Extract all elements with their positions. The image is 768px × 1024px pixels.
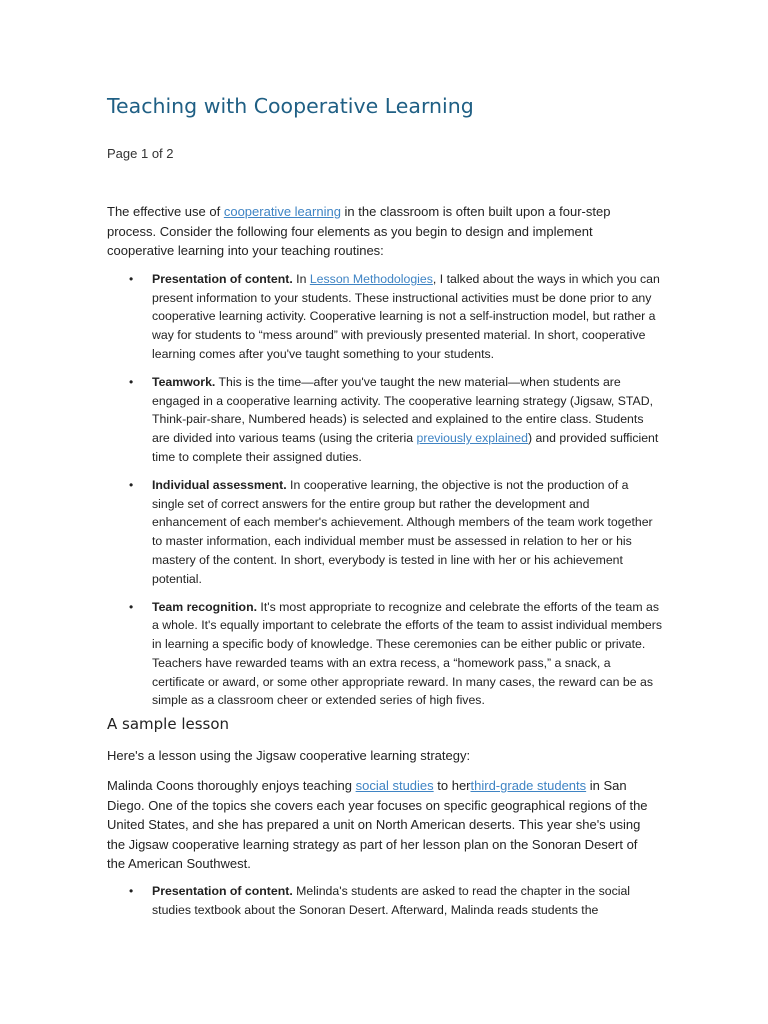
intro-text-after: in the classroom is often built upon a four-step process. Consider the following four elements as you begin to design and implement cooperative learning into your teaching routines: [107,204,611,259]
intro-text-before: The effective use of [107,204,224,219]
bullet-icon: • [129,599,134,614]
lesson-text: in San Diego. One of the topics she covers each year focuses on specific geographical regions of the United States, and she has prepared a unit on North American deserts. This year she's using the Jigsaw cooperative learning strategy as part of her lesson plan on the Sonoran Desert of the American Southwest. [107,778,648,872]
item-heading: Presentation of content. [152,272,293,286]
intro-paragraph [107,202,627,261]
social-studies-link[interactable]: social studies [355,778,434,793]
cooperative-learning-link[interactable]: cooperative learning [223,204,341,219]
item-text: It's most appropriate to recognize and celebrate the efforts of the team as a whole. It's equally important to celebrate the efforts of the team to assist individual members in learning a specific body of knowledge. These ceremonies can be either public or private. Teachers have rewarded teams with an extra recess, a “homework pass,” a snack, a certificate or award, or some other appropriate reward. In many cases, the reward can be as simple as a classroom cheer or extended series of high fives. [152,599,662,708]
item-text: In cooperative learning, the objective is not the production of a single set of correct answers for the entire group but rather the development and enhancement of each member's achievement. Although members of the team work together to master information, each individual member must be assessed in relation to her or his mastery of the content. In short, everybody is tested in line with her or his achievement potential. [152,478,653,586]
item-heading: Teamwork. [152,375,216,390]
item-heading: Team recognition. [152,599,257,614]
bullet-icon: • [129,478,134,493]
lesson-steps-list [107,882,663,929]
item-heading: Individual assessment. [152,478,287,493]
sample-lesson-paragraph [107,776,657,874]
list-item [107,598,663,710]
previously-explained-link[interactable]: previously explained [416,431,528,446]
lesson-text: to her [433,778,471,793]
item-heading: Presentation of content. [152,884,293,898]
item-text: This is the time—after you've taught the new material—when students are engaged in a cooperative learning activity. The cooperative learning strategy (Jigsaw, STAD, Think-pair-share, Numbered heads) is selected and explained to the entire class. Students are divided into various teams (using the criteria [152,375,654,446]
item-text: In [292,272,310,286]
bullet-icon: • [129,884,134,898]
list-item [107,476,663,588]
list-item [107,270,663,364]
item-text: ) and provided sufficient time to complete their assigned duties. [152,431,659,464]
list-item [107,373,663,467]
item-text: , I talked about the ways in which you can present information to your students. These instructional activities must be done prior to any cooperative learning activity. Cooperative learning is not a self-instruction model, but rather a way for students to “mess around” with previously presented material. In short, cooperative learning comes after you've taught something to your students. [152,272,660,361]
list-item [107,882,663,919]
page-indicator: Page 1 of 2 [107,146,174,161]
sample-lesson-intro: Here's a lesson using the Jigsaw cooperative learning strategy: [107,748,471,763]
four-elements-list [107,270,663,719]
sample-lesson-heading: A sample lesson [107,715,230,733]
lesson-text: Malinda Coons thoroughly enjoys teaching [107,778,356,793]
bullet-icon: • [129,272,134,286]
lesson-methodologies-link[interactable]: Lesson Methodologies [309,272,433,286]
bullet-icon: • [129,375,134,390]
page-title: Teaching with Cooperative Learning [107,94,474,118]
third-grade-students-link[interactable]: third-grade students [470,778,587,793]
item-text: Melinda's students are asked to read the chapter in the social studies textbook about the Sonoran Desert. Afterward, Malinda reads students the [152,884,631,917]
